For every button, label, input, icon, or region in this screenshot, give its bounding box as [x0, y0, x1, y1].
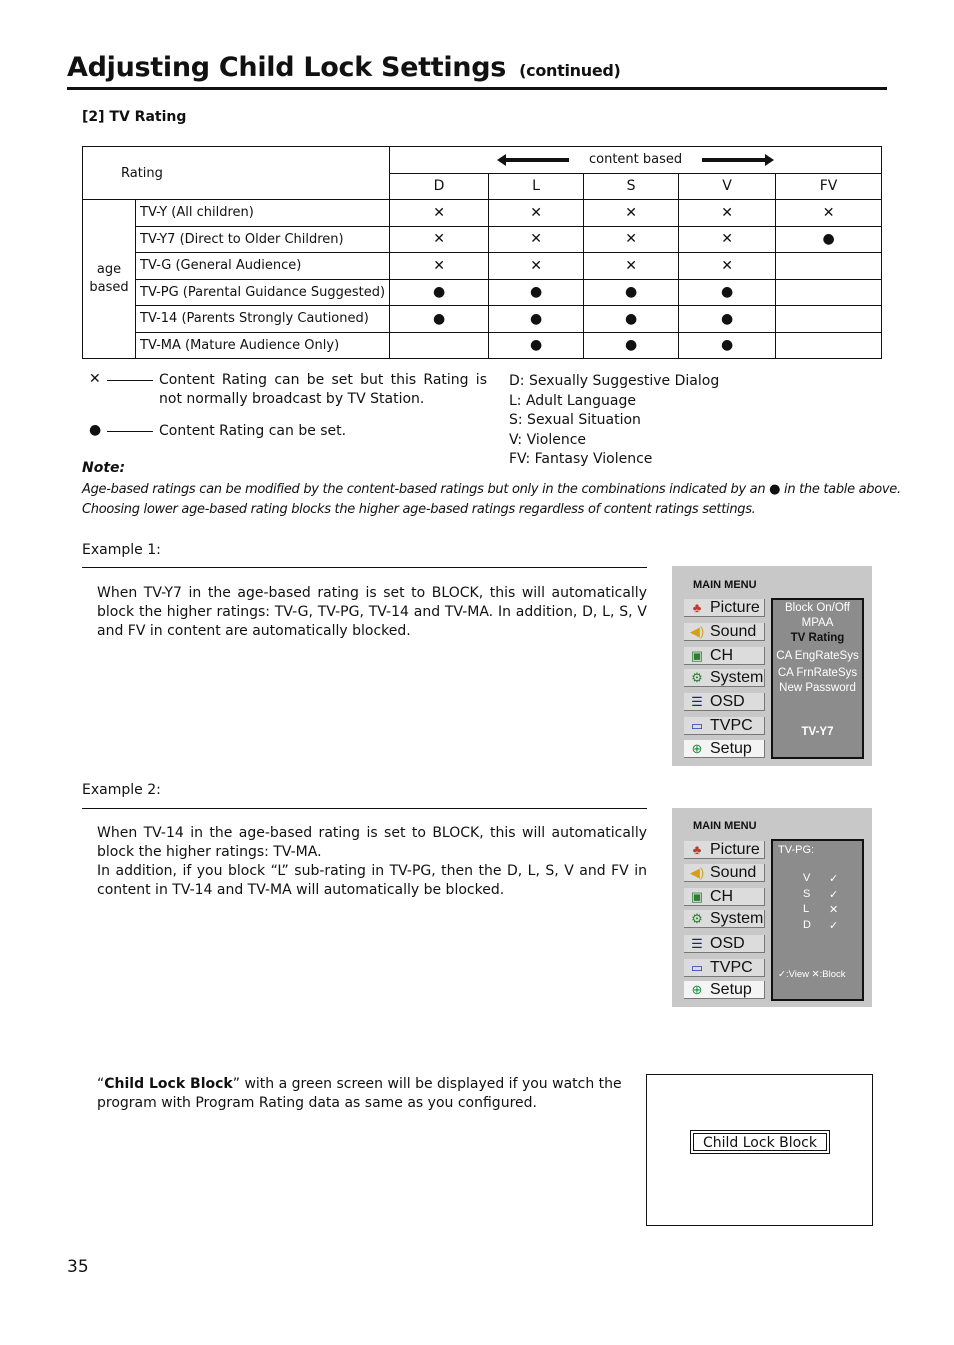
rating-mark: ●	[679, 279, 776, 306]
column-header-v: V	[679, 173, 776, 200]
gears-icon: ⚙	[691, 911, 703, 926]
pg-row-letter: S	[803, 888, 811, 900]
abbreviation-item: L: Adult Language	[509, 392, 636, 409]
divider	[82, 808, 647, 809]
speaker-icon: ◀)	[689, 865, 705, 880]
panel-item-tv-rating[interactable]: TV Rating	[790, 632, 845, 644]
example-1-label: Example 1:	[82, 542, 161, 558]
setup-icon: ⊕	[691, 741, 703, 756]
rating-mark: ✕	[679, 200, 776, 227]
rating-mark: ✕	[390, 226, 489, 253]
panel-item-block[interactable]: Block On/Off	[785, 602, 850, 614]
pg-row-mark[interactable]: ✓	[829, 873, 839, 885]
page-number: 35	[67, 1257, 89, 1277]
menu-item-ch[interactable]: ▣ CH	[684, 647, 765, 665]
pg-row-mark[interactable]: ✓	[829, 920, 839, 932]
table-row	[83, 279, 882, 306]
rating-mark: ✕	[489, 253, 584, 280]
monitor-icon: ▭	[690, 718, 704, 733]
menu-item-osd[interactable]: ☰ OSD	[684, 935, 765, 953]
child-lock-block-box	[690, 1130, 830, 1154]
rating-mark: ●	[390, 306, 489, 333]
menu-item-sound[interactable]: ◀) Sound	[684, 864, 765, 882]
menu-item-setup[interactable]: ⊕ Setup	[684, 740, 765, 758]
column-header-s: S	[584, 173, 679, 200]
table-row	[83, 200, 882, 227]
rating-mark: ●	[679, 306, 776, 333]
menu-item-osd[interactable]: ☰ OSD	[684, 693, 765, 711]
rating-mark: ✕	[679, 253, 776, 280]
pg-row-letter: V	[803, 872, 811, 884]
rating-mark	[776, 279, 882, 306]
row-label: TV-14 (Parents Strongly Cautioned)	[136, 306, 390, 333]
menu-title: MAIN MENU	[693, 579, 757, 591]
note-label: Note:	[82, 460, 126, 476]
rating-mark: ●	[489, 306, 584, 333]
setup-icon: ⊕	[691, 982, 703, 997]
rating-mark: ●	[584, 279, 679, 306]
menu-item-picture[interactable]: ♣ Picture	[684, 841, 765, 859]
rating-mark: ✕	[390, 253, 489, 280]
menu-item-setup[interactable]: ⊕ Setup	[684, 981, 765, 999]
rating-mark: ●	[489, 279, 584, 306]
pg-row-mark[interactable]: ✓	[829, 889, 839, 901]
arrow-left-icon	[505, 158, 569, 162]
rating-mark	[776, 332, 882, 359]
monitor-icon: ▭	[690, 960, 704, 975]
section-heading: [2] TV Rating	[82, 109, 187, 125]
menu-item-picture[interactable]: ♣ Picture	[684, 599, 765, 617]
menu-item-tvpc[interactable]: ▭ TVPC	[684, 717, 765, 735]
child-lock-block-label: Child Lock Block	[693, 1133, 827, 1151]
rating-mark: ✕	[679, 226, 776, 253]
pg-row-letter: D	[803, 919, 811, 931]
page-title: Adjusting Child Lock Settings (continued)	[67, 52, 621, 83]
child-lock-block-text: “Child Lock Block” with a green screen will be displayed if you watch the program with Program Rating data as same as you configured.	[97, 1076, 622, 1111]
rating-mark	[776, 253, 882, 280]
menu-item-ch[interactable]: ▣ CH	[684, 888, 765, 906]
gears-icon: ⚙	[691, 670, 703, 685]
legend-line	[107, 380, 153, 381]
panel-item-new-password[interactable]: New Password	[779, 682, 856, 694]
arrow-right-icon	[702, 158, 766, 162]
rating-header: Rating	[83, 147, 390, 200]
column-header-l: L	[489, 173, 584, 200]
row-label: TV-Y (All children)	[136, 200, 390, 227]
panel-footer: ✓:View ✕:Block	[778, 969, 846, 980]
rating-mark: ✕	[584, 253, 679, 280]
tv-pg-panel	[771, 839, 864, 1001]
osd-icon: ☰	[691, 694, 703, 709]
osd-icon: ☰	[691, 936, 703, 951]
pg-row-letter: L	[803, 903, 810, 915]
row-label: TV-MA (Mature Audience Only)	[136, 332, 390, 359]
menu-item-system[interactable]: ⚙ System	[684, 910, 765, 928]
content-based-header: content based	[390, 147, 882, 174]
example-1-text: When TV-Y7 in the age-based rating is set to BLOCK, this will automatically block the higher ratings: TV-G, TV-PG, TV-14 and TV-MA. In addition, D, L, S, V and FV in content are automatically blocked.	[97, 585, 647, 639]
dot-icon: ●	[769, 482, 781, 497]
abbreviation-list	[509, 372, 719, 470]
rating-settings-panel	[771, 598, 864, 759]
rating-mark	[776, 306, 882, 333]
example-2-label: Example 2:	[82, 782, 161, 798]
tv-icon: ▣	[690, 648, 704, 663]
abbreviation-item: FV: Fantasy Violence	[509, 451, 653, 467]
legend-dot-text: Content Rating can be set.	[159, 423, 347, 439]
row-label: TV-Y7 (Direct to Older Children)	[136, 226, 390, 253]
page-header	[67, 50, 887, 90]
rating-mark	[390, 332, 489, 359]
rating-mark: ✕	[584, 226, 679, 253]
abbreviation-item: V: Violence	[509, 431, 587, 448]
picture-icon: ♣	[692, 600, 702, 615]
column-header-fv: FV	[776, 173, 882, 200]
age-based-label: age based	[83, 200, 136, 359]
column-header-d: D	[390, 173, 489, 200]
picture-icon: ♣	[692, 842, 702, 857]
menu-screen-1	[672, 566, 872, 766]
page-subtitle: (continued)	[519, 61, 621, 80]
rating-mark: ✕	[390, 200, 489, 227]
menu-screen-2	[672, 808, 872, 1007]
dot-icon: ●	[89, 422, 102, 438]
rating-mark: ●	[390, 279, 489, 306]
panel-item-ca-eng[interactable]: CA EngRateSys	[776, 650, 859, 662]
abbreviation-item: D: Sexually Suggestive Dialog	[509, 373, 720, 389]
rating-mark: ●	[679, 332, 776, 359]
pg-row-mark[interactable]: ✕	[829, 904, 839, 916]
legend-line	[107, 431, 153, 432]
rating-mark: ✕	[776, 200, 882, 227]
menu-item-tvpc[interactable]: ▭ TVPC	[684, 959, 765, 977]
example-2-text: When TV-14 in the age-based rating is set to BLOCK, this will automatically block the higher ratings: TV-MA. In addition, if you block “L” sub-rating in TV-PG, then the D, L, S, V and FV in content in TV-14 and TV-MA will automatically be blocked.	[97, 825, 647, 898]
tv-icon: ▣	[690, 889, 704, 904]
rating-mark: ●	[584, 332, 679, 359]
rating-mark: ✕	[489, 226, 584, 253]
rating-mark: ✕	[584, 200, 679, 227]
menu-title: MAIN MENU	[693, 820, 757, 832]
row-label: TV-PG (Parental Guidance Suggested)	[136, 279, 390, 306]
abbreviation-item: S: Sexual Situation	[509, 412, 641, 428]
menu-item-system[interactable]: ⚙ System	[684, 669, 765, 687]
note-text: Age-based ratings can be modified by the content-based ratings but only in the combinations indicated by an ● in the table above. Choosing lower age-based rating blocks the higher age-based ratings regardless of content ratings settings.	[82, 482, 901, 517]
table-row	[83, 332, 882, 359]
speaker-icon: ◀)	[689, 624, 705, 639]
table-row	[83, 306, 882, 333]
menu-item-sound[interactable]: ◀) Sound	[684, 623, 765, 641]
table-row	[83, 226, 882, 253]
divider	[82, 567, 647, 568]
rating-table	[82, 146, 882, 359]
panel-item-mpaa[interactable]: MPAA	[801, 617, 834, 629]
panel-value: TV-Y7	[801, 726, 834, 738]
rating-mark: ✕	[489, 200, 584, 227]
panel-item-ca-frn[interactable]: CA FrnRateSys	[777, 667, 858, 679]
rating-mark: ●	[489, 332, 584, 359]
child-lock-screen	[646, 1074, 873, 1226]
row-label: TV-G (General Audience)	[136, 253, 390, 280]
rating-mark: ●	[584, 306, 679, 333]
cross-icon: ✕	[89, 371, 101, 387]
rating-mark: ●	[776, 226, 882, 253]
panel-title: TV-PG:	[778, 844, 815, 856]
legend-cross-text: Content Rating can be set but this Rating is not normally broadcast by TV Station.	[159, 372, 487, 407]
table-row	[83, 253, 882, 280]
